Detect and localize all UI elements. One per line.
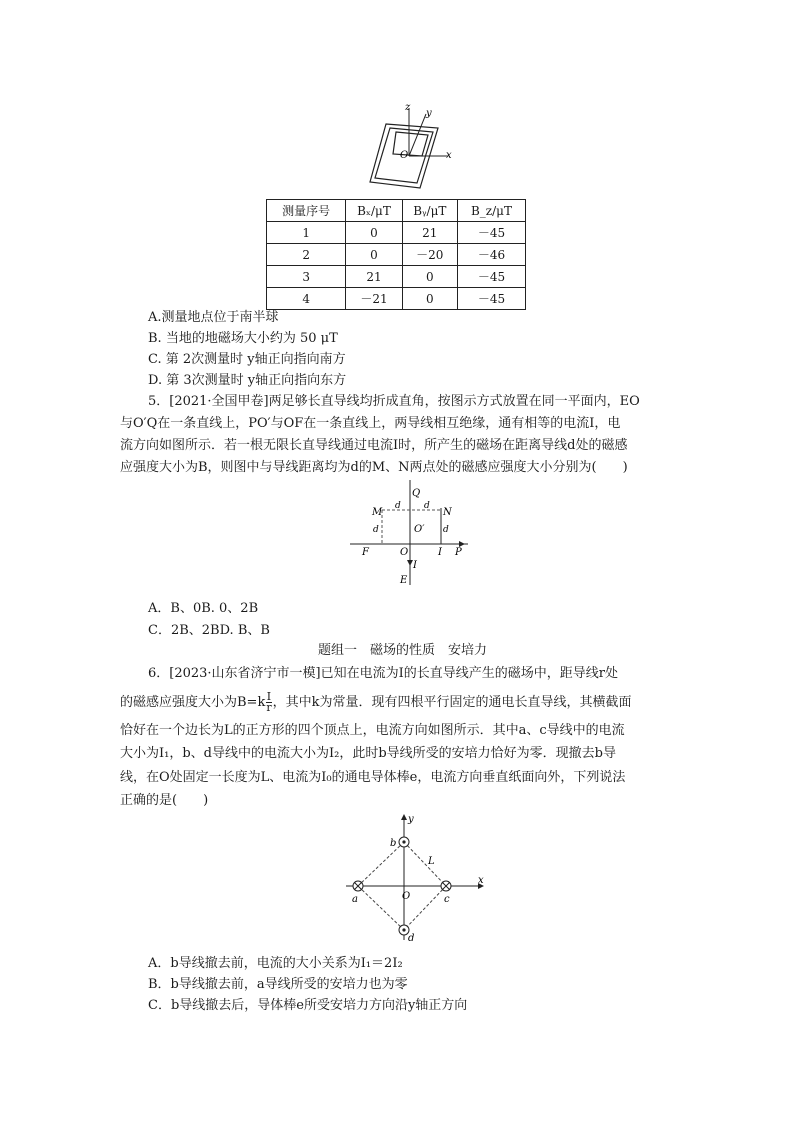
fig2-o2-label: O′ [414, 524, 425, 535]
table-row [267, 222, 526, 244]
fig1-z-label: z [405, 102, 411, 113]
table-cell: －45 [457, 288, 525, 310]
table-cell: 0 [402, 266, 457, 288]
q5-line-1: 5．[2021·全国甲卷]两足够长直导线均折成直角，按图示方式放置在同一平面内，EO [148, 394, 640, 409]
table-cell: 3 [267, 266, 346, 288]
table-cell: 0 [346, 222, 402, 244]
table-header-row [267, 200, 526, 222]
fig1-x-label: x [446, 150, 452, 161]
fig2-d-label: d [373, 525, 379, 535]
fig3-b-label: b [390, 838, 397, 849]
table-cell: －20 [402, 244, 457, 266]
fig2-e-label: E [400, 575, 408, 586]
table-cell: 21 [346, 266, 402, 288]
table-cell: 2 [267, 244, 346, 266]
q6-line-4: 大小为I₁，b、d导线中的电流大小为I₂，此时b导线所受的安培力恰好为零．现撤去b导 [120, 746, 616, 761]
fig2-d-label: d [424, 501, 430, 511]
table-row [267, 288, 526, 310]
fig2-o-label: O [400, 547, 409, 558]
q6-option-a: A．b导线撤去前，电流的大小关系为I₁＝2I₂ [148, 956, 403, 971]
q6-line-3: 恰好在一个边长为L的正方形的四个顶点上，电流方向如图所示．其中a、c导线中的电流 [120, 723, 625, 738]
table-header: Bᵧ/μT [402, 200, 457, 222]
fraction-denominator: r [266, 701, 272, 714]
fig3-c-label: c [444, 894, 450, 905]
fig2-q-label: Q [412, 488, 421, 499]
q6-line-2 [120, 692, 631, 713]
q6-line-5: 线，在O处固定一长度为L、电流为I₀的通电导体棒e，电流方向垂直纸面向外，下列说法 [120, 770, 626, 785]
q6-line-2-pre: 的磁感应强度大小为B=k [120, 695, 266, 710]
q4-option-d: D. 第 3次测量时 y轴正向指向东方 [148, 373, 347, 388]
phone-axes-figure [360, 100, 460, 195]
table-cell: －21 [346, 288, 402, 310]
table-row [267, 266, 526, 288]
bent-wires-figure [350, 480, 474, 590]
fig1-o-label: O [400, 150, 409, 161]
table-row [267, 244, 526, 266]
table-cell: －46 [457, 244, 525, 266]
fig2-m-label: M [372, 507, 383, 518]
fig3-y-label: y [408, 814, 414, 825]
fig1-y-label: y [426, 108, 432, 119]
table-header: B_z/μT [457, 200, 525, 222]
fig2-f-label: F [362, 547, 369, 558]
wire-c-in-icon [441, 881, 451, 891]
table-cell: 21 [402, 222, 457, 244]
fig2-d-label: d [443, 525, 449, 535]
q6-line-1: 6．[2023·山东省济宁市一模]已知在电流为I的长直导线产生的磁场中，距导线r处 [148, 666, 618, 681]
table-cell: 0 [346, 244, 402, 266]
q5-line-2: 与O′Q在一条直线上，PO′与OF在一条直线上，两导线相互绝缘，通有相等的电流I，电 [120, 416, 621, 431]
formula-fraction [266, 692, 271, 713]
fraction-numerator: I [266, 690, 272, 703]
table-cell: 4 [267, 288, 346, 310]
table-cell: －45 [457, 222, 525, 244]
fig2-i-label: I [438, 547, 442, 558]
table-header: 测量序号 [267, 200, 346, 222]
q5-line-4: 应强度大小为B，则图中与导线距离均为d的M、N两点处的磁感应强度大小分别为( ) [120, 460, 628, 475]
fig3-d-label: d [408, 933, 415, 944]
fig2-n-label: N [443, 507, 452, 518]
table-header: Bₓ/μT [346, 200, 402, 222]
q5-options-cd: C．2B、2BD. B、B [148, 623, 270, 638]
section-title: 题组一 磁场的性质 安培力 [318, 643, 488, 658]
q4-option-b: B. 当地的地磁场大小约为 50 μT [148, 331, 338, 346]
measurement-table [266, 199, 526, 310]
q5-options-ab: A．B、0B. 0、2B [148, 601, 259, 616]
q4-option-a: A.测量地点位于南半球 [148, 310, 279, 325]
q4-option-c: C. 第 2次测量时 y轴正向指向南方 [148, 352, 346, 367]
fig3-l-label: L [428, 856, 435, 867]
fig2-d-label: d [395, 501, 401, 511]
q6-line-2-post: ，其中k为常量．现有四根平行固定的通电长直导线，其横截面 [272, 695, 632, 710]
fig2-i-label: I [413, 560, 417, 571]
fig2-p-label: P [455, 547, 462, 558]
fig3-a-label: a [352, 894, 358, 905]
table-cell: －45 [457, 266, 525, 288]
q5-line-3: 流方向如图所示．若一根无限长直导线通过电流I时，所产生的磁场在距离导线d处的磁感 [120, 438, 628, 453]
fig3-o-label: O [402, 891, 411, 902]
q6-option-b: B．b导线撤去前，a导线所受的安培力也为零 [148, 977, 408, 992]
fig3-x-label: x [478, 875, 484, 886]
q6-option-c: C．b导线撤去后，导体棒e所受安培力方向沿y轴正方向 [148, 998, 468, 1013]
table-cell: 0 [402, 288, 457, 310]
q6-line-6: 正确的是( ) [120, 793, 209, 808]
square-wires-figure [340, 812, 490, 947]
wire-a-in-icon [353, 881, 363, 891]
wire-b-out-icon [399, 837, 409, 847]
table-cell: 1 [267, 222, 346, 244]
